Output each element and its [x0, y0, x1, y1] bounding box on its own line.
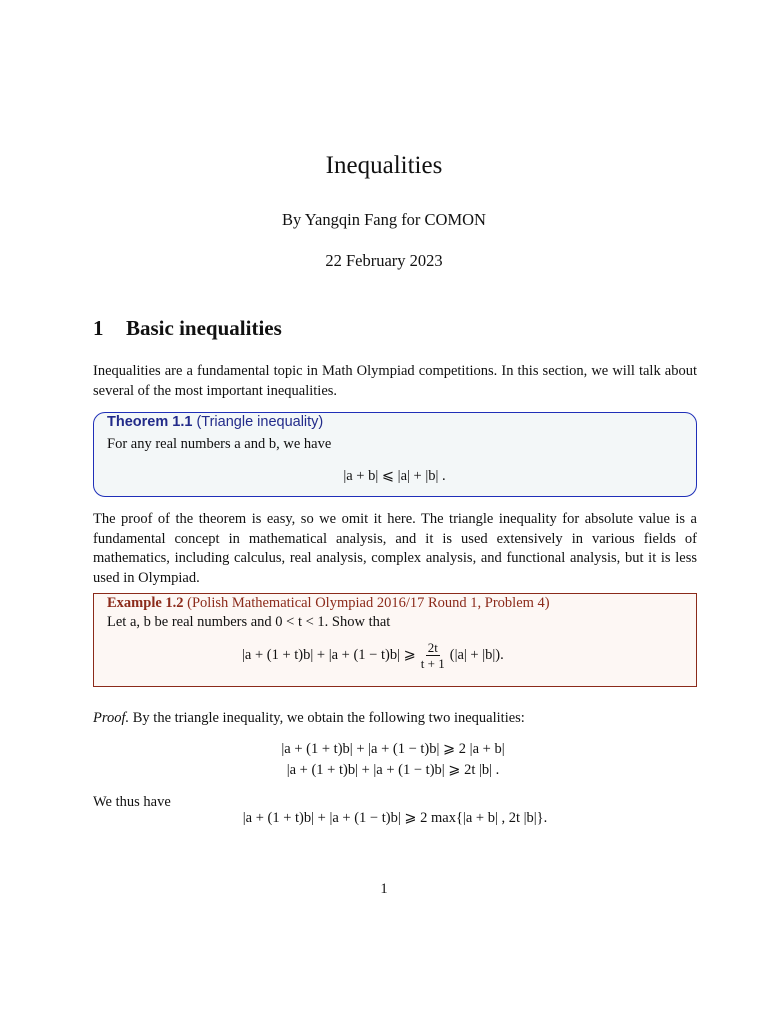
document-date: 22 February 2023	[325, 251, 443, 270]
theorem-name: (Triangle inequality)	[196, 414, 324, 430]
body-paragraph: The proof of the theorem is easy, so we omit it here. The triangle inequality for absolute value is a fundamental concept in mathematical analysis, and it is used extensively in various fields of mathematics, including calculus, real analysis, complex analysis, and functional analysis, but it is less used in Olympiad.	[93, 511, 697, 586]
proof-equation-1: |a + (1 + t)b| + |a + (1 − t)b| ⩾ 2 |a + b|	[281, 741, 505, 757]
example-statement: Let a, b be real numbers and 0 < t < 1. Show that	[107, 614, 391, 630]
example-heading	[107, 595, 550, 612]
section-number: 1	[93, 316, 104, 340]
author-line: By Yangqin Fang for COMON	[282, 210, 486, 229]
theorem-heading	[107, 414, 323, 430]
proof-line	[93, 710, 525, 727]
theorem-equation: |a + b| ⩽ |a| + |b| .	[343, 468, 446, 484]
thus-text: We thus have	[93, 794, 171, 810]
section-heading	[93, 316, 282, 341]
theorem-box	[93, 412, 697, 497]
proof-text: By the triangle inequality, we obtain the following two inequalities:	[132, 710, 525, 726]
proof-equation-3: |a + (1 + t)b| + |a + (1 − t)b| ⩾ 2 max{|a + b| , 2t |b|}.	[242, 810, 548, 826]
example-fraction	[419, 640, 447, 671]
proof-label: Proof.	[93, 710, 130, 726]
example-source: (Polish Mathematical Olympiad 2016/17 Round 1, Problem 4)	[187, 595, 550, 611]
example-box	[93, 593, 697, 687]
example-label: Example 1.2	[107, 595, 184, 611]
intro-paragraph: Inequalities are a fundamental topic in Math Olympiad competitions. In this section, we will talk about several of the most important inequalities.	[93, 363, 697, 399]
document-title: Inequalities	[325, 152, 443, 179]
example-equation-left: |a + (1 + t)b| + |a + (1 − t)b| ⩾	[242, 647, 416, 663]
fraction-numerator: 2t	[427, 640, 438, 655]
example-equation-right: (|a| + |b|).	[449, 647, 504, 663]
example-equation	[242, 640, 504, 671]
page-number: 1	[380, 881, 388, 897]
section-title: Basic inequalities	[126, 316, 282, 340]
theorem-statement: For any real numbers a and b, we have	[107, 436, 332, 452]
proof-equation-2: |a + (1 + t)b| + |a + (1 − t)b| ⩾ 2t |b| .	[286, 762, 500, 778]
fraction-denominator: t + 1	[420, 656, 445, 671]
theorem-label: Theorem 1.1	[107, 414, 193, 430]
